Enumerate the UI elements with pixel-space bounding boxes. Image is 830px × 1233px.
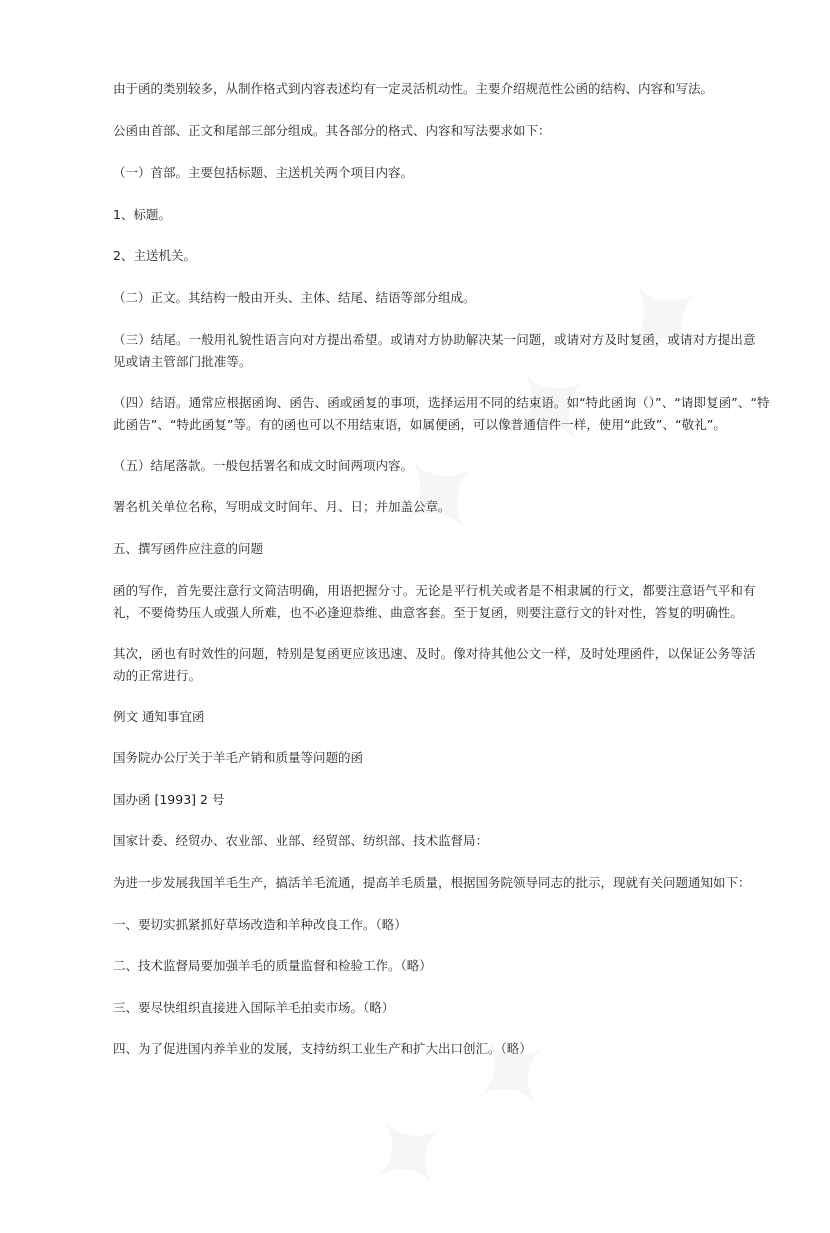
- paragraph-item-recipient: 2、主送机关。: [113, 248, 196, 263]
- example-body: 为进一步发展我国羊毛生产，搞活羊毛流通，提高羊毛质量，根据国务院领导同志的批示，现就有关问题通知如下：: [113, 875, 751, 890]
- example-item-4: 四、为了促进国内养羊业的发展，支持纺织工业生产和扩大出口创汇。（略）: [113, 1041, 532, 1056]
- example-item-3: 三、要尽快组织直接进入国际羊毛拍卖市场。（略）: [113, 1000, 395, 1015]
- paragraph-signature: 署名机关单位名称，写明成文时间年、月、日；并加盖公章。: [113, 499, 451, 514]
- paragraph-line: 见或请主管部门批准等。: [113, 354, 252, 369]
- watermark: [334, 995, 588, 1233]
- paragraph-line: 礼，不要倚势压人或强人所难，也不必逢迎恭维、曲意客套。至于复函，则要注意行文的针对性，答复的明确性。: [113, 605, 744, 620]
- paragraph-line: （三）结尾。一般用礼貌性语言向对方提出希望。或请对方协助解决某一问题，或请对方及时复函，或请对方提出意: [113, 332, 756, 347]
- paragraph-line: 此函告”、“特此函复”等。有的函也可以不用结束语，如属便函，可以像普通信件一样，使用“此致”、“敬礼”。: [113, 417, 727, 432]
- example-heading: 例文 通知事宜函: [113, 709, 205, 724]
- paragraph-section-4: [113, 392, 770, 436]
- paragraph-writing-notes: [113, 580, 756, 624]
- section-heading-5: 五、撰写函件应注意的问题: [113, 541, 264, 556]
- paragraph-section-5: （五）结尾落款。一般包括署名和成文时间两项内容。: [113, 458, 414, 473]
- paragraph-section-3: [113, 329, 756, 373]
- paragraph-structure: 公函由首部、正文和尾部三部分组成。其各部分的格式、内容和写法要求如下：: [113, 123, 551, 138]
- paragraph-line: （四）结语。通常应根据函询、函告、函或函复的事项，选择运用不同的结束语。如“特此函询（）”、“请即复函”、“特: [113, 395, 770, 410]
- paragraph-section-1: （一）首部。主要包括标题、主送机关两个项目内容。: [113, 165, 414, 180]
- paragraph-timeliness: [113, 643, 756, 687]
- example-doc-number: 国办函 [1993] 2 号: [113, 792, 225, 807]
- example-title: 国务院办公厅关于羊毛产销和质量等问题的函: [113, 750, 364, 765]
- paragraph-line: 动的正常进行。: [113, 668, 202, 683]
- paragraph-intro: 由于函的类别较多，从制作格式到内容表述均有一定灵活机动性。主要介绍规范性公函的结构、内容和写法。: [113, 81, 714, 96]
- example-recipients: 国家计委、经贸办、农业部、业部、经贸部、纺织部、技术监督局：: [113, 833, 489, 848]
- paragraph-section-2: （二）正文。其结构一般由开头、主体、结尾、结语等部分组成。: [113, 290, 476, 305]
- paragraph-item-title: 1、标题。: [113, 207, 171, 222]
- paragraph-line: 其次，函也有时效性的问题，特别是复函更应该迅速、及时。像对待其他公文一样，及时处理函件，以保证公务等活: [113, 646, 756, 661]
- paragraph-line: 函的写作，首先要注意行文简洁明确，用语把握分寸。无论是平行机关或者是不相隶属的行文，都要注意语气平和有: [113, 583, 756, 598]
- example-item-2: 二、技术监督局要加强羊毛的质量监督和检验工作。（略）: [113, 958, 432, 973]
- example-item-1: 一、要切实抓紧抓好草场改造和羊种改良工作。（略）: [113, 917, 407, 932]
